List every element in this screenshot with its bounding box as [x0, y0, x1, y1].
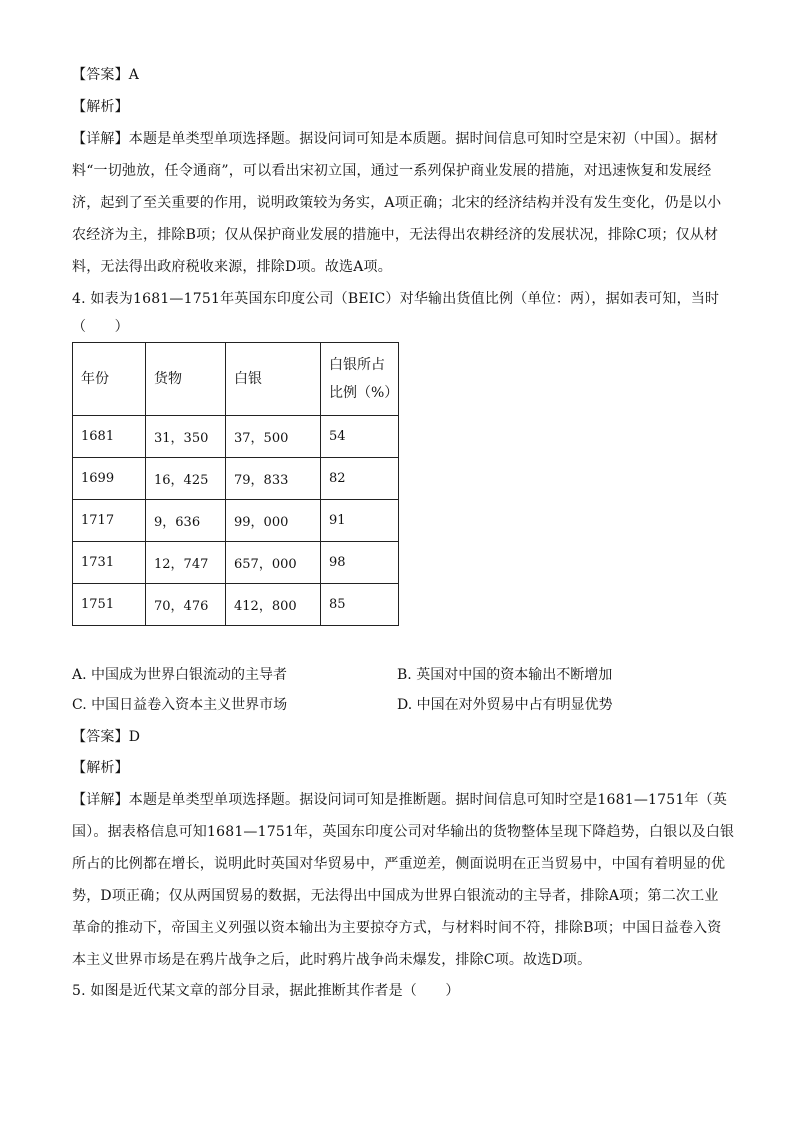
cell-year: 1699 — [73, 458, 146, 500]
q4-option-a: A. 中国成为世界白银流动的主导者 — [72, 667, 288, 683]
table-row — [73, 542, 399, 584]
cell-silver: 37，500 — [226, 416, 321, 458]
header-silver-ratio: 白银所占 比例（%） — [321, 343, 399, 416]
cell-ratio: 85 — [321, 584, 399, 626]
table-row — [73, 500, 399, 542]
q3-answer: 【答案】A — [72, 67, 140, 83]
q4-stem-line-1: 4. 如表为1681—1751年英国东印度公司（BEIC）对华输出货值比例（单位：两），据如表可知，当时 — [72, 291, 720, 307]
q3-detail-line-3: 济，起到了至关重要的作用，说明政策较为务实，A项正确；北宋的经济结构并没有发生变化，仍是以小 — [72, 195, 722, 211]
q4-option-d: D. 中国在对外贸易中占有明显优势 — [397, 697, 613, 713]
cell-year: 1717 — [73, 500, 146, 542]
q4-detail-line-4: 势，D项正确；仅从两国贸易的数据，无法得出中国成为世界白银流动的主导者，排除A项；第二次工业 — [72, 888, 719, 904]
q4-detail-line-6: 本主义世界市场是在鸦片战争之后，此时鸦片战争尚未爆发，排除C项。故选D项。 — [72, 952, 592, 968]
q3-detail-line-5: 料，无法得出政府税收来源，排除D项。故选A项。 — [72, 259, 392, 275]
q3-detail-line-1: 【详解】本题是单类型单项选择题。据设问词可知是本质题。据时间信息可知时空是宋初（中国）。据材 — [72, 131, 719, 147]
table-row — [73, 416, 399, 458]
cell-ratio: 82 — [321, 458, 399, 500]
cell-silver: 99，000 — [226, 500, 321, 542]
header-goods: 货物 — [146, 343, 226, 416]
cell-year: 1751 — [73, 584, 146, 626]
cell-goods: 9，636 — [146, 500, 226, 542]
cell-goods: 31，350 — [146, 416, 226, 458]
q4-detail-line-5: 革命的推动下，帝国主义列强以资本输出为主要掠夺方式，与材料时间不符，排除B项；中国日益卷入资 — [72, 920, 722, 936]
cell-year: 1681 — [73, 416, 146, 458]
cell-year: 1731 — [73, 542, 146, 584]
q3-detail-line-4: 农经济为主，排除B项；仅从保护商业发展的措施中，无法得出农耕经济的发展状况，排除C项；仅从材 — [72, 227, 719, 243]
cell-silver: 657，000 — [226, 542, 321, 584]
cell-silver: 412，800 — [226, 584, 321, 626]
q4-option-b: B. 英国对中国的资本输出不断增加 — [397, 667, 613, 683]
q4-analysis-label: 【解析】 — [72, 760, 129, 776]
q4-answer: 【答案】D — [72, 729, 141, 745]
cell-goods: 12，747 — [146, 542, 226, 584]
cell-ratio: 54 — [321, 416, 399, 458]
cell-ratio: 91 — [321, 500, 399, 542]
q4-stem-line-2: （ ） — [72, 319, 129, 335]
q4-detail-line-1: 【详解】本题是单类型单项选择题。据设问词可知是推断题。据时间信息可知时空是1681—1751年（英 — [72, 792, 728, 808]
cell-goods: 70，476 — [146, 584, 226, 626]
header-silver: 白银 — [226, 343, 321, 416]
q5-stem: 5. 如图是近代某文章的部分目录，据此推断其作者是（ ） — [72, 983, 460, 999]
table-header-row — [73, 343, 399, 416]
q3-analysis-label: 【解析】 — [72, 99, 129, 115]
header-year: 年份 — [73, 343, 146, 416]
table-row — [73, 458, 399, 500]
cell-ratio: 98 — [321, 542, 399, 584]
q3-detail-line-2: 料“一切弛放，任令通商”，可以看出宋初立国，通过一系列保护商业发展的措施，对迅速恢复和发展经 — [72, 163, 712, 179]
q4-detail-line-3: 所占的比例都在增长，说明此时英国对华贸易中，严重逆差，侧面说明在正当贸易中，中国有着明显的优 — [72, 856, 726, 872]
cell-silver: 79，833 — [226, 458, 321, 500]
table-row — [73, 584, 399, 626]
q4-option-c: C. 中国日益卷入资本主义世界市场 — [72, 697, 288, 713]
cell-goods: 16，425 — [146, 458, 226, 500]
q4-detail-line-2: 国）。据表格信息可知1681—1751年，英国东印度公司对华输出的货物整体呈现下降趋势，白银以及白银 — [72, 824, 735, 840]
q4-data-table — [72, 342, 399, 626]
